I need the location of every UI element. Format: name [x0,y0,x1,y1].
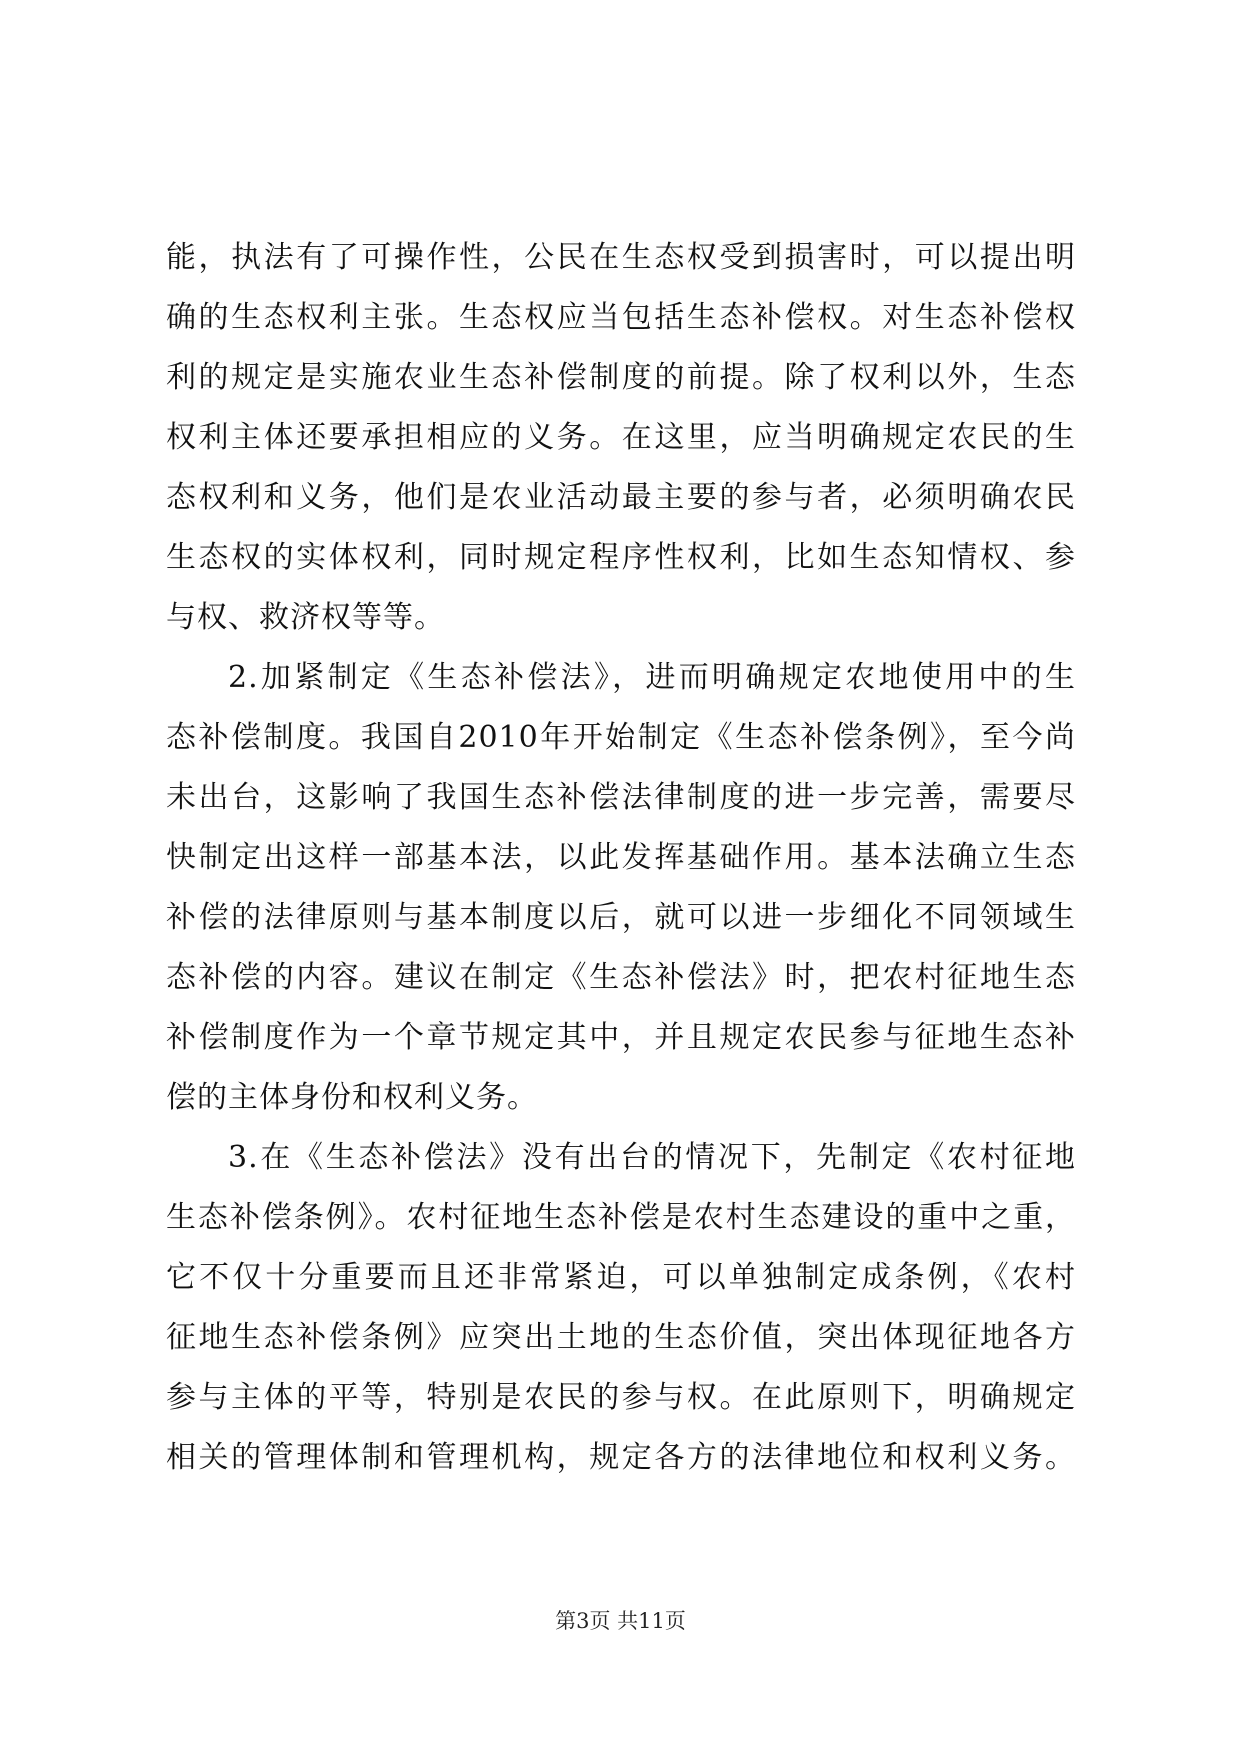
text-line: 生态补偿条例》。农村征地生态补偿是农村生态建设的重中之重， [166,1200,1076,1235]
text-line: 相关的管理体制和管理机构，规定各方的法律地位和权利义务。 [166,1440,1076,1475]
page-indicator: 第3页 共11页 [555,1609,686,1633]
text-line: 征地生态补偿条例》应突出土地的生态价值，突出体现征地各方 [166,1320,1076,1355]
text-line: 态补偿制度。我国自2010年开始制定《生态补偿条例》，至今尚 [166,720,1076,755]
text-line: 2.加紧制定《生态补偿法》，进而明确规定农地使用中的生 [228,660,1076,695]
text-line: 确的生态权利主张。生态权应当包括生态补偿权。对生态补偿权 [166,300,1076,335]
text-line: 它不仅十分重要而且还非常紧迫，可以单独制定成条例，《农村 [166,1260,1076,1295]
text-line: 能，执法有了可操作性，公民在生态权受到损害时，可以提出明 [166,240,1076,275]
text-line: 态补偿的内容。建议在制定《生态补偿法》时，把农村征地生态 [166,960,1076,995]
page-footer [0,1606,1241,1636]
body-text [166,228,1076,1488]
text-line: 快制定出这样一部基本法，以此发挥基础作用。基本法确立生态 [166,840,1076,875]
text-line: 补偿的法律原则与基本制度以后，就可以进一步细化不同领域生 [166,900,1076,935]
text-line: 利的规定是实施农业生态补偿制度的前提。除了权利以外，生态 [166,360,1076,395]
text-line: 态权利和义务，他们是农业活动最主要的参与者，必须明确农民 [166,480,1076,515]
text-line: 偿的主体身份和权利义务。 [166,1080,538,1115]
text-line: 权利主体还要承担相应的义务。在这里，应当明确规定农民的生 [166,420,1076,455]
text-line: 生态权的实体权利，同时规定程序性权利，比如生态知情权、参 [166,540,1076,575]
text-line: 3.在《生态补偿法》没有出台的情况下，先制定《农村征地 [228,1140,1076,1175]
text-line: 补偿制度作为一个章节规定其中，并且规定农民参与征地生态补 [166,1020,1076,1055]
text-line: 与权、救济权等等。 [166,600,445,635]
text-line: 参与主体的平等，特别是农民的参与权。在此原则下，明确规定 [166,1380,1076,1415]
text-line: 未出台，这影响了我国生态补偿法律制度的进一步完善，需要尽 [166,780,1076,815]
